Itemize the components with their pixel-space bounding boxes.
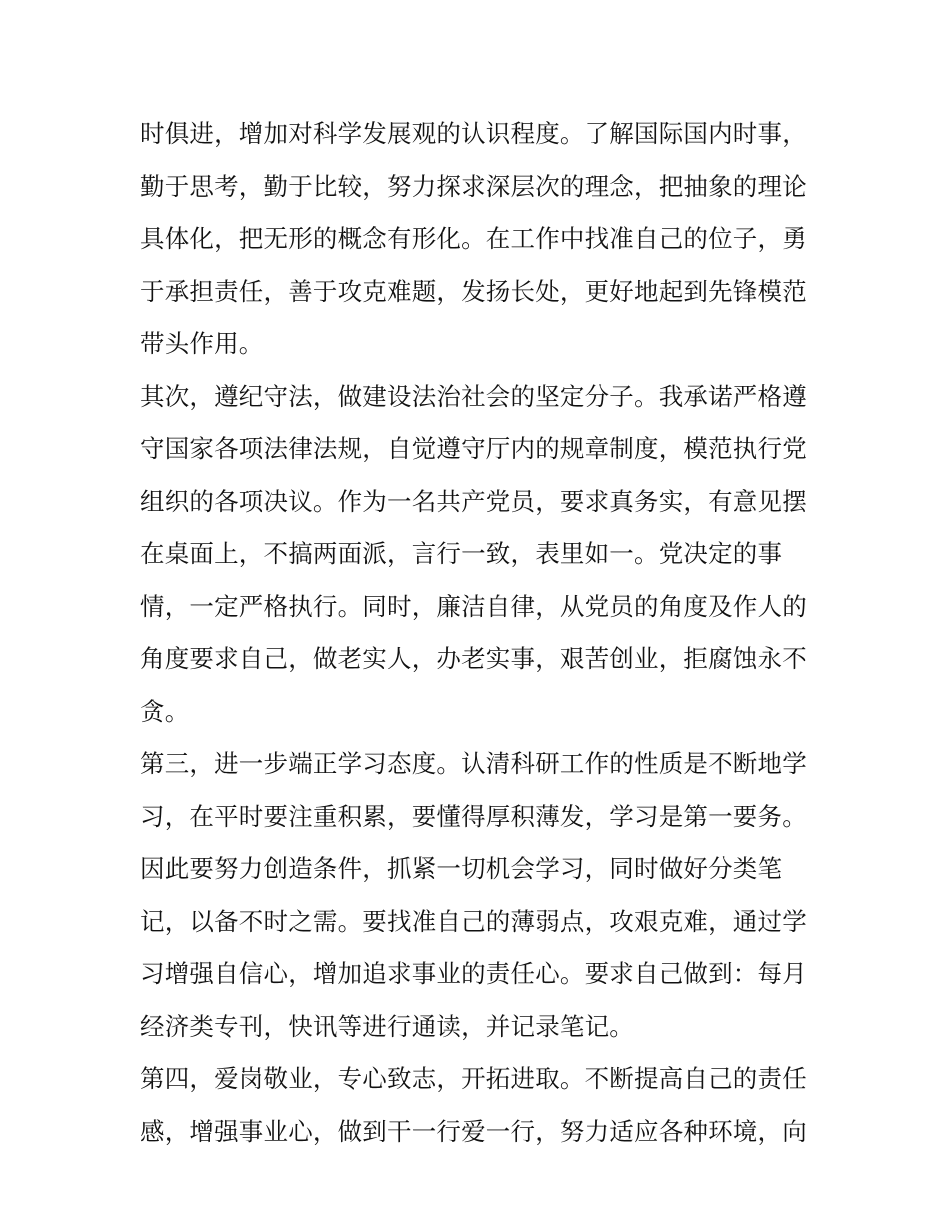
- text-line: 时俱进，增加对科学发展观的认识程度。了解国际国内时事，: [140, 119, 807, 148]
- text-line: 因此要努力创造条件，抓紧一切机会学习，同时做好分类笔: [140, 854, 783, 883]
- text-line: 贪。: [140, 696, 190, 726]
- text-line: 组织的各项决议。作为一名共产党员，要求真务实，有意见摆: [140, 486, 807, 516]
- text-line: 经济类专刊，快讯等进行通读，并记录笔记。: [140, 1011, 634, 1041]
- paragraph-2: [140, 371, 820, 739]
- text-line: 第四，爱岗敬业，专心致志，开拓进取。不断提高自己的责任: [140, 1064, 807, 1093]
- text-line: 其次，遵纪守法，做建设法治社会的坚定分子。我承诺严格遵: [140, 381, 807, 411]
- text-line: 记，以备不时之需。要找准自己的薄弱点，攻艰克难，通过学: [140, 906, 807, 936]
- document-page: [140, 108, 820, 1158]
- text-line: 第三，进一步端正学习态度。认清科研工作的性质是不断地学: [140, 749, 807, 778]
- text-line: 在桌面上，不搞两面派，言行一致，表里如一。党决定的事: [140, 539, 783, 568]
- text-line: 守国家各项法律法规，自觉遵守厅内的规章制度，模范执行党: [140, 434, 807, 463]
- paragraph-3: [140, 738, 820, 1053]
- text-line: 勤于思考，勤于比较，努力探求深层次的理念，把抽象的理论: [140, 171, 807, 201]
- paragraph-1: [140, 108, 820, 371]
- text-line: 习，在平时要注重积累，要懂得厚积薄发，学习是第一要务。: [140, 801, 807, 831]
- text-line: 于承担责任，善于攻克难题，发扬长处，更好地起到先锋模范: [140, 276, 807, 306]
- text-line: 习增强自信心，增加追求事业的责任心。要求自己做到：每月: [140, 959, 807, 988]
- text-line: 情，一定严格执行。同时，廉洁自律，从党员的角度及作人的: [140, 591, 807, 621]
- text-line: 感，增强事业心，做到干一行爱一行，努力适应各种环境，向: [140, 1116, 807, 1146]
- paragraph-4: [140, 1053, 820, 1158]
- text-line: 具体化，把无形的概念有形化。在工作中找准自己的位子，勇: [140, 224, 807, 253]
- text-line: 角度要求自己，做老实人，办老实事，艰苦创业，拒腐蚀永不: [140, 644, 807, 673]
- text-line: 带头作用。: [140, 329, 264, 358]
